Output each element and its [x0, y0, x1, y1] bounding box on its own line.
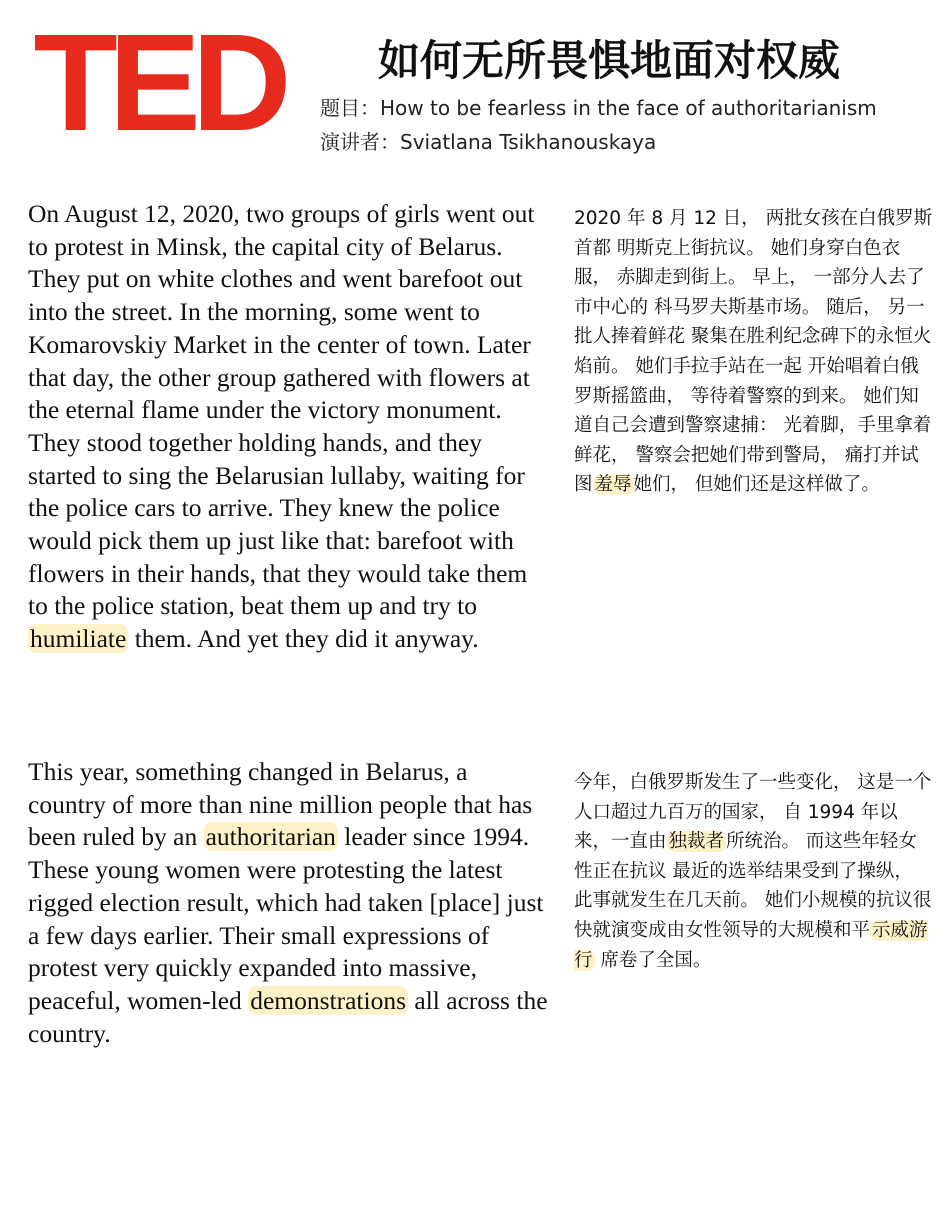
- english-text: all across the country.: [28, 985, 548, 1048]
- speaker-label: 演讲者：: [320, 130, 400, 154]
- talk-topic: [320, 92, 877, 121]
- chinese-text: 席卷了全国。: [594, 949, 712, 971]
- chinese-text: 2020 年 8 月 12 日， 两批女孩在白俄罗斯首都 明斯克上街抗议。 她们身穿白色衣服， 赤脚走到街上。 早上， 一部分人去了市中心的 科马罗夫斯基市场。 随后， 另一批人捧着鲜花 聚集在胜利纪念碑下的永恒火焰前。 她们手拉手站在一起 开始唱着白俄罗斯摇篮曲， 等待着警察的到来。 她们知道自己会遭到警察逮捕： 光着脚，手里拿着鲜花， 警察会把她们带到警局， 痛打并试图: [574, 208, 933, 496]
- english-text: them. And yet they did it anyway.: [128, 624, 479, 654]
- speaker-name: Sviatlana Tsikhanouskaya: [400, 130, 657, 154]
- english-text: leader since 1994. These young women were protesting the latest rigged election result, which had taken [place] just a few days earlier. Their small expressions of protest very quickly expanded into massive, peaceful, women-led: [28, 822, 544, 1015]
- english-paragraph-1: [28, 198, 548, 656]
- highlighted-term: 羞辱: [594, 474, 632, 496]
- highlighted-term: humiliate: [30, 624, 127, 654]
- highlighted-term: authoritarian: [205, 822, 336, 852]
- chinese-paragraph-2: [574, 768, 934, 975]
- topic-label: 题目：: [320, 96, 380, 120]
- highlighted-term: 独裁者: [668, 831, 725, 853]
- chinese-paragraph-1: [574, 204, 934, 500]
- talk-speaker: [320, 126, 656, 155]
- ted-logo: TED: [33, 6, 283, 160]
- chinese-text: 她们， 但她们还是这样做了。: [633, 474, 880, 496]
- topic-text: How to be fearless in the face of authoritarianism: [380, 96, 877, 120]
- english-text: This year, something changed in Belarus, a country of more than nine million people that has been ruled by an: [28, 757, 533, 852]
- chinese-text: 所统治。 而这些年轻女性正在抗议 最近的选举结果受到了操纵， 此事就发生在几天前。 她们小规模的抗议很快就演变成由女性领导的大规模和平: [574, 831, 932, 941]
- chinese-text: 今年，白俄罗斯发生了一些变化， 这是一个人口超过九百万的国家， 自 1994 年以来，一直由: [574, 772, 932, 853]
- english-text: On August 12, 2020, two groups of girls went out to protest in Minsk, the capital city of Belarus. They put on white clothes and went barefoot out into the street. In the morning, some went to Komarovskiy Market in the center of town. Later that day, the other group gathered with flowers at the eternal flame under the victory monument. They stood together holding hands, and they started to sing the Belarusian lullaby, waiting for the police cars to arrive. They knew the police would pick them up just like that: barefoot with flowers in their hands, that they would take them to the police station, beat them up and try to: [28, 199, 535, 621]
- highlighted-term: 示威游行: [574, 919, 928, 971]
- page-title: 如何无所畏惧地面对权威: [378, 36, 841, 85]
- english-paragraph-2: [28, 756, 548, 1050]
- highlighted-term: demonstrations: [250, 985, 407, 1015]
